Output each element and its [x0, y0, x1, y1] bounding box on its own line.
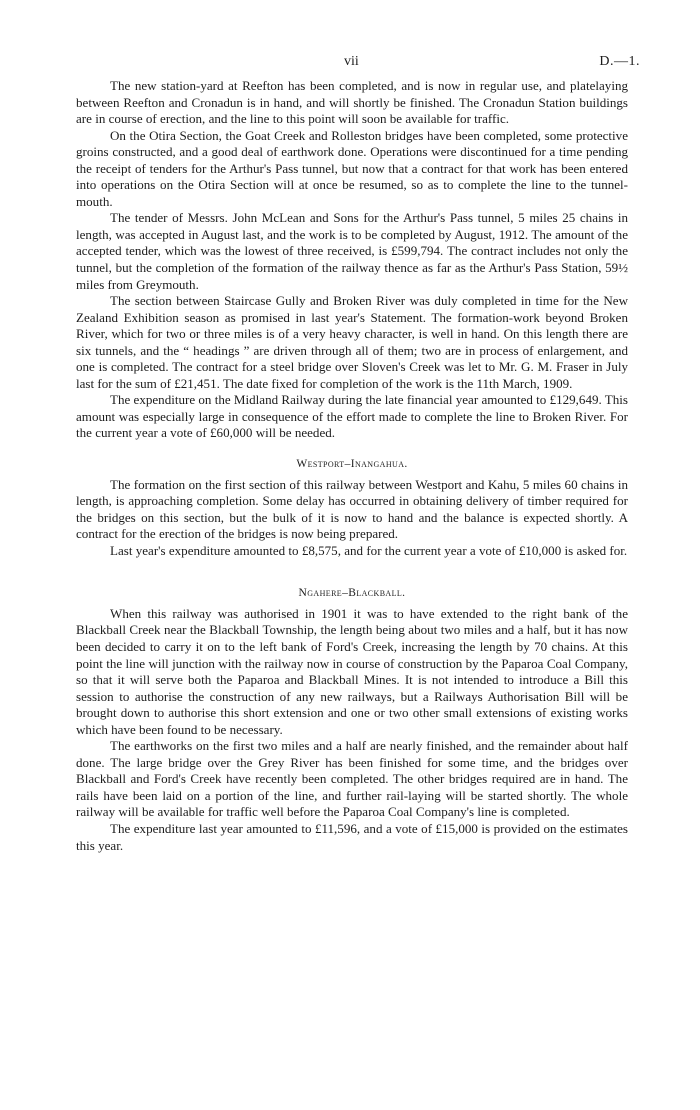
paragraph-ngahere-expenditure: The expenditure last year amounted to £11,596, and a vote of £15,000 is provided on the estimates this year.: [76, 820, 628, 853]
body-text: [76, 78, 628, 854]
paragraph-staircase-gully: The section between Staircase Gully and Broken River was duly completed in time for the New Zealand Exhibition season as promised in last year's Statement. The formation-work beyond Broken River, which for two or three miles is of a very heavy character, is well in hand. On this length there are six tunnels, and the “ headings ” are driven through all of them; two are in process of enlargement, and one is completed. The contract for a steel bridge over Sloven's Creek was let to Mr. G. M. Fraser in July last for the sum of £21,451. The date fixed for completion of the work is the 11th March, 1909.: [76, 293, 628, 391]
paragraph-westport-expenditure: Last year's expenditure amounted to £8,575, and for the current year a vote of £10,000 is asked for.: [110, 542, 628, 558]
paragraph-midland-expenditure: The expenditure on the Midland Railway during the late financial year amounted to £129,649. This amount was especially large in consequence of the effort made to complete the line to Broken River. For the current year a vote of £60,000 will be needed.: [76, 392, 628, 441]
paragraph-westport-formation: The formation on the first section of this railway between Westport and Kahu, 5 miles 60 chains in length, is approaching completion. Some delay has occurred in obtaining delivery of timber required for the bridges on this section, but the bulk of it is now to hand and the balance is expected shortly. A contract for the erection of the bridges is now being prepared.: [76, 476, 628, 542]
paragraph-reefton: The new station-yard at Reefton has been completed, and is now in regular use, and platelaying between Reefton and Cronadun is in hand, and will shortly be finished. The Cronadun Station buildings are in course of erection, and the line to this point will soon be available for traffic.: [76, 78, 628, 127]
heading-ngahere-blackball: Ngahere–Blackball.: [298, 587, 406, 600]
paragraph-otira-section: On the Otira Section, the Goat Creek and Rolleston bridges have been completed, some protective groins constructed, and a good deal of earthwork done. Operations were discontinued for a time pending the receipt of tenders for the Arthur's Pass tunnel, but now that a contract for that work has been entered into operations on the Otira Section will at once be resumed, so as to complete the line to the tunnel-mouth.: [76, 127, 628, 209]
page-header: [0, 54, 700, 74]
document-reference: D.—1.: [599, 54, 640, 69]
paragraph-arthurs-pass-tender: The tender of Messrs. John McLean and Sons for the Arthur's Pass tunnel, 5 miles 25 chains in length, was accepted in August last, and the work is to be completed by August, 1912. The amount of the accepted tender, which was the lowest of three received, is £599,794. The contract includes not only the tunnel, but the completion of the formation of the railway thence as far as the Arthur's Pass Station, 59½ miles from Greymouth.: [76, 210, 628, 292]
heading-westport-inangahua: Westport–Inangahua.: [296, 458, 408, 471]
paragraph-ngahere-authorisation: When this railway was authorised in 1901 it was to have extended to the right bank of the Blackball Creek near the Blackball Township, the length being about two miles and a half, but it has now been decided to carry it on to the left bank of Ford's Creek, increasing the length by 70 chains. At this point the line will junction with the railway now in course of construction by the Paparoa Coal Company, so that it will serve both the Paparoa and Blackball Mines. It is not intended to introduce a Bill this session to authorise the construction of any new railways, but a Railways Authorisation Bill will be brought down to authorise this short extension and one or two other small extensions of existing works which have been found to be necessary.: [76, 605, 628, 737]
paragraph-ngahere-earthworks: The earthworks on the first two miles and a half are nearly finished, and the remainder about half done. The large bridge over the Grey River has been finished for some time, and the bridges over Blackball and Ford's Creek have recently been completed. The other bridges required are in hand. The rails have been laid on a portion of the line, and further rail-laying will be started shortly. The whole railway will be available for traffic well before the Paparoa Coal Company's line is completed.: [76, 738, 628, 820]
page-number: vii: [344, 54, 359, 69]
